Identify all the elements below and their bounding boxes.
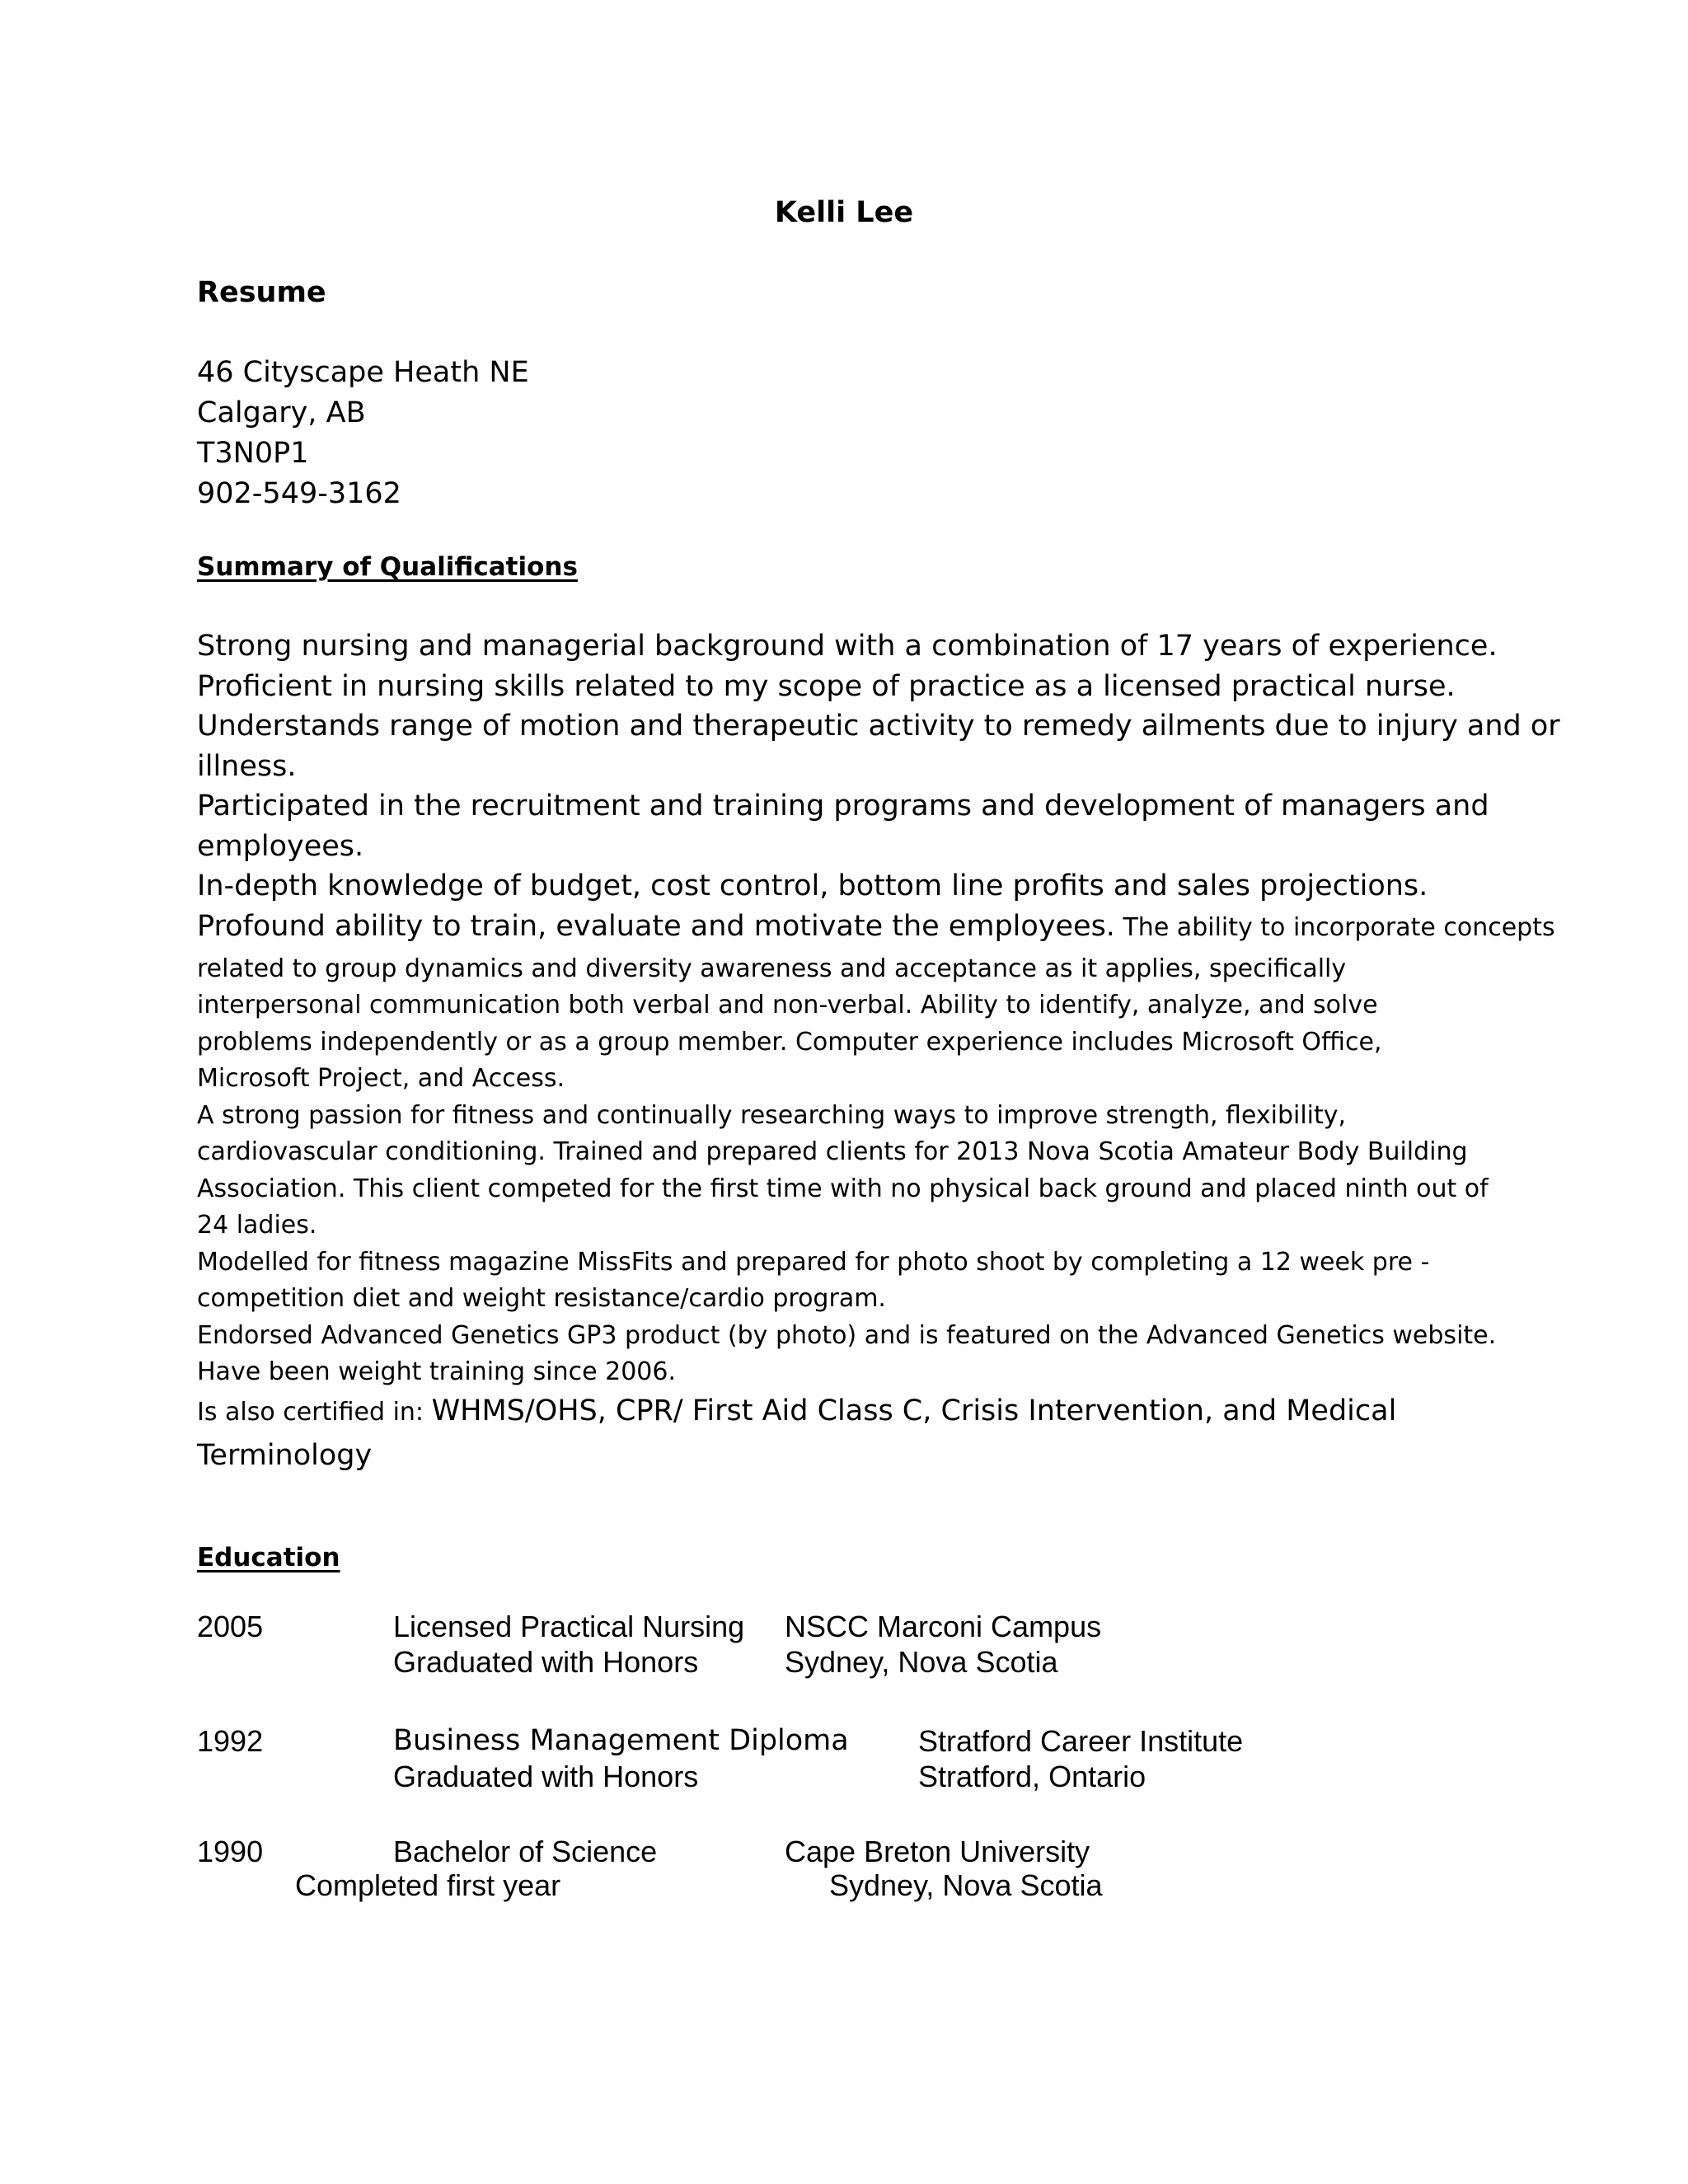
summary-line: interpersonal communication both verbal and non-verbal. Ability to identify, analyze, and solve [197,991,1378,1019]
summary-line: Participated in the recruitment and training programs and development of managers and [197,790,1489,823]
document-label: Resume [197,276,326,309]
summary-line: 24 ladies. [197,1211,317,1240]
phone-number: 902-549-3162 [197,477,401,510]
education-school: Cape Breton University [785,1835,1090,1868]
summary-section [197,626,1560,1475]
summary-line: problems independently or as a group member. Computer experience includes Microsoft Office, [197,1027,1382,1057]
summary-line: Have been weight training since 2006. [197,1357,676,1386]
education-year: 1992 [197,1724,264,1758]
education-note: Completed first year [295,1868,561,1902]
education-year: 2005 [197,1610,264,1643]
summary-text: WHMS/OHS, CPR/ First Aid Class C, Crisis Intervention, and Medical [431,1394,1397,1427]
summary-line: cardiovascular conditioning. Trained and prepared clients for 2013 Nova Scotia Amateur Body Building [197,1137,1468,1166]
education-program: Bachelor of Science [393,1835,658,1868]
summary-text: The ability to incorporate concepts [1114,912,1555,942]
summary-line: Endorsed Advanced Genetics GP3 product (by photo) and is featured on the Advanced Genetics website. [197,1320,1497,1350]
summary-line [197,907,1555,951]
summary-line: Terminology [197,1438,373,1472]
education-note: Graduated with Honors [393,1760,699,1793]
education-heading: Education [197,1543,340,1572]
summary-line: related to group dynamics and diversity awareness and acceptance as it applies, specifically [197,954,1347,983]
street-address: 46 Cityscape Heath NE [197,356,529,389]
candidate-name: Kelli Lee [774,196,914,229]
education-location: Sydney, Nova Scotia [785,1645,1058,1679]
summary-line: Strong nursing and managerial background with a combination of 17 years of experience. [197,630,1498,663]
postal-code: T3N0P1 [197,437,309,470]
summary-line [197,1391,1499,1436]
education-location: Sydney, Nova Scotia [829,1868,1103,1902]
education-school: NSCC Marconi Campus [785,1610,1102,1643]
summary-line: Understands range of motion and therapeutic activity to remedy ailments due to injury and or [197,710,1560,743]
summary-heading: Summary of Qualifications [197,552,578,582]
summary-line: Proficient in nursing skills related to my scope of practice as a licensed practical nurse. [197,669,1456,703]
education-year: 1990 [197,1835,264,1868]
summary-line: Association. This client competed for the first time with no physical back ground and placed ninth out of [197,1174,1489,1203]
education-school: Stratford Career Institute [918,1724,1244,1758]
education-program: Business Management Diploma [393,1724,849,1757]
education-note: Graduated with Honors [393,1645,699,1679]
summary-text: Is also certified in: [197,1397,432,1427]
summary-line: illness. [197,749,297,783]
city-province: Calgary, AB [197,396,366,429]
summary-line: Microsoft Project, and Access. [197,1064,565,1093]
summary-line: A strong passion for fitness and continually researching ways to improve strength, flexibility, [197,1100,1347,1130]
summary-line: Modelled for fitness magazine MissFits and prepared for photo shoot by completing a 12 week pre - [197,1247,1430,1277]
education-location: Stratford, Ontario [918,1760,1146,1793]
summary-line: employees. [197,829,364,863]
contact-block [197,353,529,514]
education-program: Licensed Practical Nursing [393,1610,745,1643]
summary-line: In-depth knowledge of budget, cost control, bottom line profits and sales projections. [197,869,1428,902]
summary-line: competition diet and weight resistance/cardio program. [197,1284,886,1313]
summary-text: Profound ability to train, evaluate and motivate the employees. [197,909,1115,943]
